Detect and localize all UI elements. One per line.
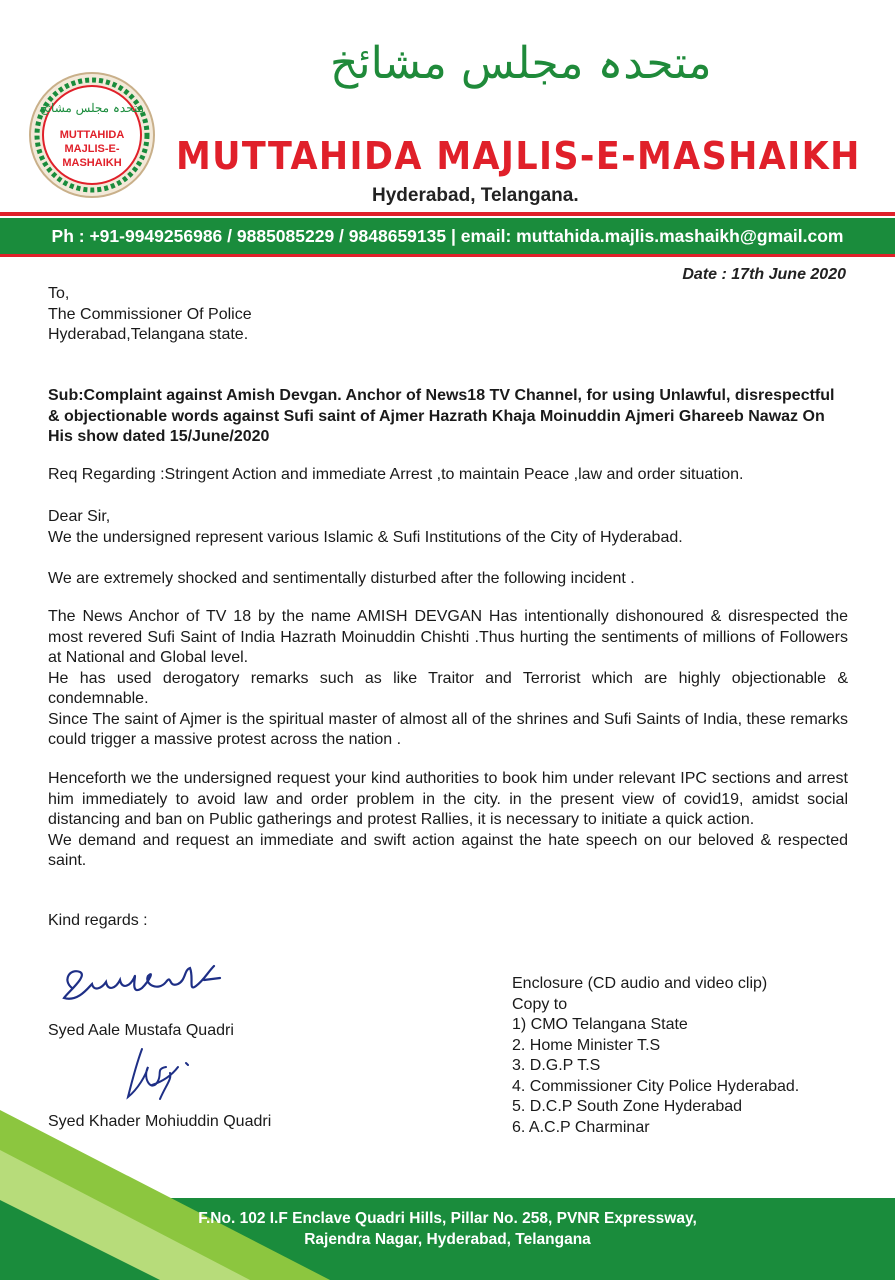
- enclosure-item: 3. D.G.P T.S: [512, 1057, 601, 1074]
- paragraph-request: [48, 769, 848, 872]
- enclosure-item: Enclosure (CD audio and video clip): [512, 975, 768, 992]
- recipient-line: To,: [48, 285, 70, 302]
- footer-address: [0, 1208, 895, 1250]
- svg-text:MASHAIKH: MASHAIKH: [62, 157, 122, 169]
- recipient-line: Hyderabad,Telangana state.: [48, 326, 249, 343]
- enclosure-item: Copy to: [512, 995, 568, 1013]
- organization-city: Hyderabad, Telangana.: [372, 185, 579, 206]
- paragraph: We demand and request an immediate and swift action against the hate speech on our beloved & respected saint.: [48, 831, 848, 869]
- enclosure-list: [512, 974, 799, 1138]
- footer-address-line: Rajendra Nagar, Hyderabad, Telangana: [304, 1231, 591, 1248]
- signature-2: [112, 1045, 202, 1107]
- red-divider-bottom: [0, 254, 895, 257]
- signatory-name: Syed Aale Mustafa Quadri: [48, 1022, 234, 1039]
- salutation-block: [48, 507, 683, 548]
- paragraph-shocked: We are extremely shocked and sentimentally disturbed after the following incident .: [48, 570, 635, 587]
- red-divider-top: [0, 212, 895, 216]
- recipient-line: The Commissioner Of Police: [48, 305, 252, 323]
- urdu-title: متحدہ مجلس مشائخ: [330, 38, 712, 89]
- closing: Kind regards :: [48, 912, 148, 929]
- paragraph: The News Anchor of TV 18 by the name AMISH DEVGAN Has intentionally dishonoured & disrespected the most revered Sufi Saint of India Hazrath Moinuddin Chishti .Thus hurting the sentiments of millions of Followers at National and Global level.: [48, 608, 848, 666]
- footer-address-line: F.No. 102 I.F Enclave Quadri Hills, Pillar No. 258, PVNR Expressway,: [198, 1210, 697, 1227]
- paragraph: Since The saint of Ajmer is the spiritual master of almost all of the shrines and Sufi Saints of India, these remarks could trigger a massive protest across the nation .: [48, 710, 848, 748]
- signature-1: [58, 958, 228, 1010]
- enclosure-item: 1) CMO Telangana State: [512, 1016, 688, 1033]
- organization-logo-seal: [29, 72, 155, 198]
- recipient-block: [48, 284, 252, 346]
- salutation: Dear Sir,: [48, 508, 111, 525]
- enclosure-item: 2. Home Minister T.S: [512, 1036, 661, 1054]
- request-regarding: Req Regarding :Stringent Action and immediate Arrest ,to maintain Peace ,law and order situation.: [48, 466, 744, 483]
- contact-bar: [0, 218, 895, 254]
- svg-text:متحدہ مجلس مشائخ: متحدہ مجلس مشائخ: [39, 101, 145, 115]
- paragraph: Henceforth we the undersigned request your kind authorities to book him under relevant IPC sections and arrest him immediately to avoid law and order problem in the city. in the present view of covid19, amidst social distancing and ban on Public gatherings and protest Rallies, it is necessary to initiate a quick action.: [48, 770, 848, 828]
- enclosure-item: 6. A.C.P Charminar: [512, 1118, 650, 1136]
- intro-line: We the undersigned represent various Islamic & Sufi Institutions of the City of Hyderabad.: [48, 528, 683, 546]
- paragraph-incident: [48, 607, 848, 751]
- letter-date: Date : 17th June 2020: [682, 266, 846, 283]
- footer-decoration: [0, 1110, 330, 1280]
- contact-info: Ph : +91-9949256986 / 9885085229 / 9848659135 | email: muttahida.majlis.mashaikh@gmail.com: [51, 226, 844, 246]
- subject-line: Sub:Complaint against Amish Devgan. Anchor of News18 TV Channel, for using Unlawful, disrespectful & objectionable words against Sufi saint of Ajmer Hazrath Khaja Moinuddin Ajmeri Ghareeb Nawaz On His show dated 15/June/2020: [48, 387, 835, 445]
- svg-text:MAJLIS-E-: MAJLIS-E-: [64, 143, 120, 155]
- signatory-name: Syed Khader Mohiuddin Quadri: [48, 1113, 272, 1130]
- paragraph: He has used derogatory remarks such as like Traitor and Terrorist which are highly objectionable & condemnable.: [48, 669, 848, 707]
- svg-text:MUTTAHIDA: MUTTAHIDA: [59, 129, 125, 141]
- organization-name: MUTTAHIDA MAJLIS-E-MASHAIKH: [176, 134, 861, 178]
- enclosure-item: 4. Commissioner City Police Hyderabad.: [512, 1077, 800, 1095]
- enclosure-item: 5. D.C.P South Zone Hyderabad: [512, 1098, 743, 1115]
